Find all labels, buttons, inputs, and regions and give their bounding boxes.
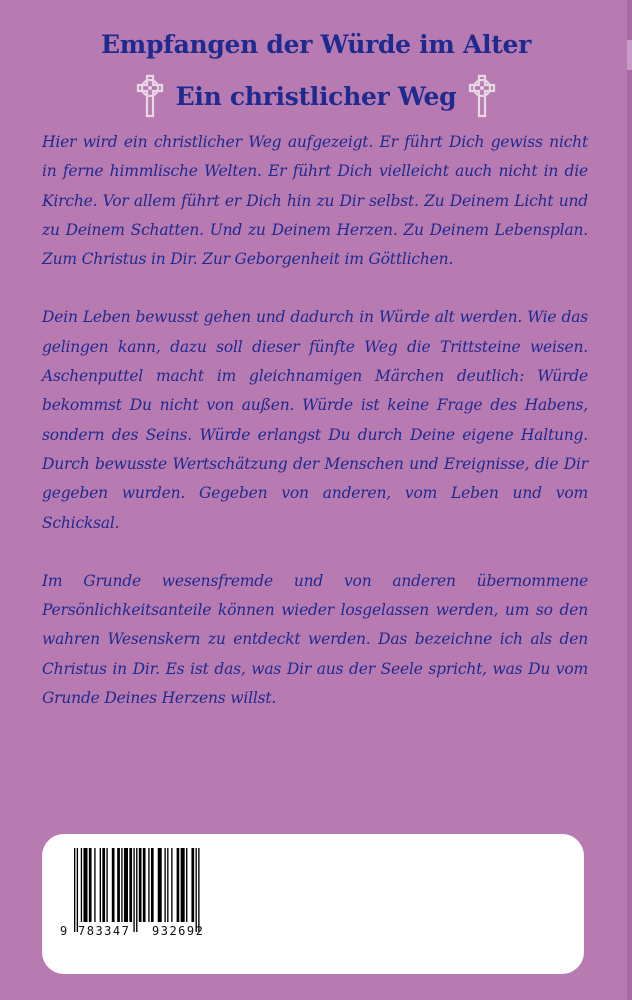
barcode-bar — [177, 848, 180, 922]
page-edge — [627, 0, 632, 1000]
barcode-bar — [124, 848, 128, 922]
barcode-bar — [117, 848, 120, 922]
barcode-bar — [148, 848, 149, 922]
barcode-bar — [94, 848, 95, 922]
barcode-bar — [171, 848, 172, 922]
barcode-bar — [164, 848, 165, 922]
blurb-text — [42, 128, 588, 742]
barcode-bar — [191, 848, 194, 922]
barcode-bar — [112, 848, 115, 922]
barcode-bar — [133, 848, 134, 932]
blurb-paragraph: Hier wird ein christlicher Weg aufgezeigt. Er führt Dich gewiss nicht in ferne himmlische Welten. Er führt Dich vielleicht auch nicht in die Kirche. Vor allem führt er Dich hin zu Dir selbst. Zu Deinem Licht und zu Deinem Schatten. Und zu Deinem Herzen. Zu Deinem Lebensplan. Zum Christus in Dir. Zur Geborgenheit im Göttlichen. — [42, 133, 588, 269]
barcode-bar — [167, 848, 168, 922]
barcode-bar — [186, 848, 187, 922]
barcode-digits-right: 932692 — [152, 924, 205, 938]
barcode-bar — [143, 848, 146, 922]
celtic-cross-icon — [466, 74, 498, 118]
barcode-bar — [196, 848, 197, 932]
barcode-bar — [121, 848, 122, 922]
barcode-panel — [42, 834, 584, 974]
barcode-bar — [129, 848, 132, 922]
barcode-bar — [81, 848, 82, 922]
barcode-bar — [181, 848, 185, 922]
barcode-bar — [83, 848, 87, 922]
book-title: Empfangen der Würde im Alter — [101, 30, 531, 59]
book-subtitle-row — [0, 74, 632, 118]
barcode-digit-first: 9 — [60, 924, 69, 938]
barcode — [60, 848, 230, 932]
barcode-bar — [106, 848, 107, 922]
barcode-bar — [198, 848, 199, 932]
barcode-bar — [74, 848, 75, 932]
barcode-digits-left: 783347 — [78, 924, 131, 938]
celtic-cross-icon — [134, 74, 166, 118]
barcode-bar — [158, 848, 162, 922]
barcode-bar — [136, 848, 137, 932]
barcode-bar — [100, 848, 101, 922]
barcode-bar — [102, 848, 105, 922]
barcode-bar — [151, 848, 154, 922]
blurb-paragraph: Dein Leben bewusst gehen und dadurch in Würde alt werden. Wie das gelingen kann, dazu soll dieser fünfte Weg die Trittsteine weisen. Aschenputtel macht im gleichnamigen Märchen deutlich: Würde bekommst Du nicht von außen. Würde ist keine Frage des Habens, sondern des Seins. Würde erlangst Du durch Deine eigene Haltung. Durch bewusste Wertschätzung der Menschen und Ereignisse, die Dir gegeben wurden. Gegeben von anderen, vom Leben und vom Schicksal. — [42, 308, 588, 532]
barcode-bar — [89, 848, 92, 922]
barcode-bar — [139, 848, 142, 922]
blurb-paragraph: Im Grunde wesensfremde und von anderen übernommene Persönlichkeitsanteile können wieder losgelassen werden, um so den wahren Wesenskern zu entdeckt werden. Das bezeichne ich als den Christus in Dir. Es ist das, was Dir aus der Seele spricht, was Du vom Grunde Deines Herzens willst. — [42, 571, 588, 708]
book-subtitle: Ein christlicher Weg — [175, 81, 457, 111]
barcode-bar — [77, 848, 78, 932]
